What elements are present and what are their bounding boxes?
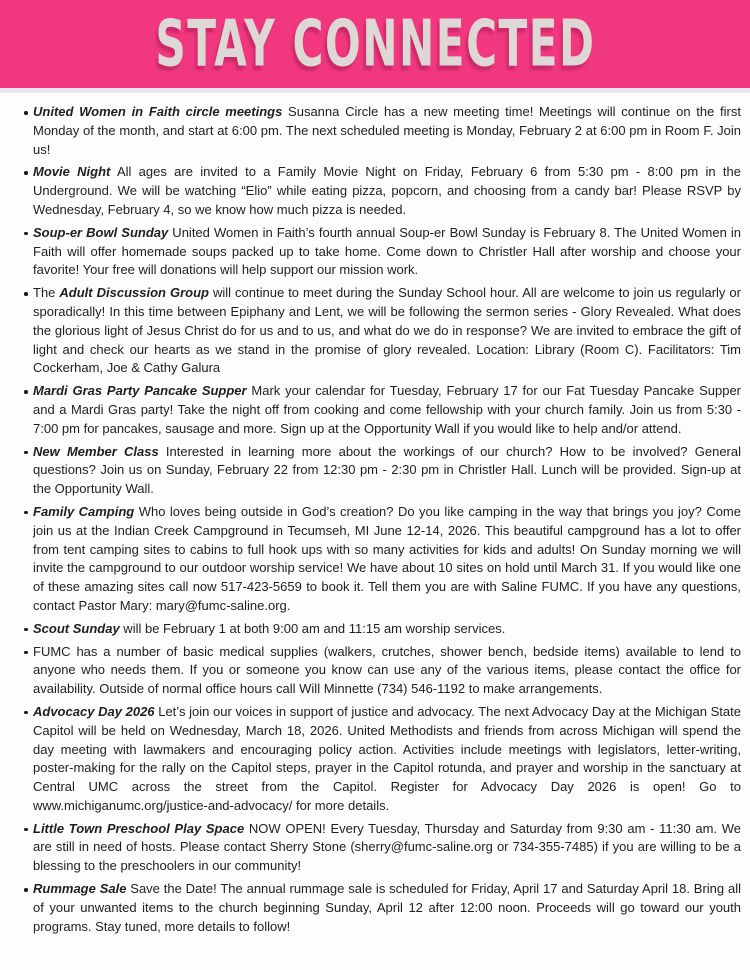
item-body: Mark your calendar for Tuesday, February 17 for our Fat Tuesday Pancake Supper and a Mardi Gras party! Take the night off from cooking and come fellowship with your church family. Join us from 5:30 - 7:00 pm for pancakes, sausage and more. Sign up at the Opportunity Wall if you would like to help and/or attend. — [33, 383, 742, 436]
item-lead: Advocacy Day 2026 — [33, 703, 155, 719]
list-item — [23, 880, 741, 936]
item-lead: Scout Sunday — [33, 620, 120, 636]
item-body: All ages are invited to a Family Movie Night on Friday, February 6 from 5:30 pm - 8:00 pm in the Underground. We will be watching “Elio” while eating pizza, popcorn, and choosing from a candy bar! Please RSVP by Wednesday, February 4, so we know how much pizza is needed. — [33, 164, 741, 217]
announcements-list — [23, 103, 741, 936]
list-item — [23, 703, 741, 816]
item-body: will be February 1 at both 9:00 am and 11:15 am worship services. — [119, 620, 506, 636]
item-body: will continue to meet during the Sunday School hour. All are welcome to join us regularly or sporadically! In this time between Epiphany and Lent, we will be following the sermon series - Glory Revealed. What does the glorious light of Jesus Christ do for us and to us, and what do we do in response? We are invited to embrace the gift of light and check our hearts as we stand in the promise of glory revealed. Location: Library (Room C). Facilitators: Tim Cockerham, Joe & Cathy Galura — [33, 285, 741, 376]
list-item — [23, 620, 741, 639]
list-item — [23, 163, 741, 219]
item-body: Interested in learning more about the workings of our church? How to be involved? General questions? Join us on Sunday, February 22 from 12:30 pm - 2:30 pm in Christler Hall. Lunch will be provided. Sign-up at the Opportunity Wall. — [33, 443, 741, 497]
item-body: Save the Date! The annual rummage sale is scheduled for Friday, April 17 and Saturday April 18. Bring all of your unwanted items to the church beginning Sunday, April 12 after 12:00 noon. Proceeds will go toward our youth programs. Stay tuned, more details to follow! — [33, 881, 741, 934]
item-body: NOW OPEN! Every Tuesday, Thursday and Saturday from 9:30 am - 11:30 am. We are still in need of hosts. Please contact Sherry Stone (sherry@fumc-saline.org or 734-355-7485) if you are willing to be a blessing to the preschoolers in our community! — [33, 820, 741, 874]
list-item — [23, 820, 741, 876]
item-lead: Rummage Sale — [33, 881, 127, 897]
list-item — [23, 382, 741, 438]
item-lead: Little Town Preschool Play Space — [33, 820, 245, 836]
banner — [0, 0, 750, 88]
newsletter-content — [0, 93, 750, 936]
item-body: Who loves being outside in God’s creation? Do you like camping in the way that brings you joy? Come join us at the Indian Creek Campground in Tecumseh, MI June 12-14, 2026. This beautiful campground has a lot to offer from tent camping sites to cabins to full hook ups with so many activities for kids and adults! On Sunday morning we will invite the campground to our outdoor worship service! We have about 10 sites on hold until March 31. If you would like one of these amazing sites call now 517-423-5659 to book it. Tell them you are with Saline FUMC. If you have any questions, contact Pastor Mary: mary@fumc-saline.org. — [33, 503, 741, 613]
list-item — [23, 643, 741, 699]
item-lead: Adult Discussion Group — [59, 285, 209, 301]
item-lead: Soup-er Bowl Sunday — [33, 224, 169, 240]
item-lead: Mardi Gras Party Pancake Supper — [33, 383, 247, 399]
item-body: Susanna Circle has a new meeting time! Meetings will continue on the first Monday of the month, and start at 6:00 pm. The next scheduled meeting is Monday, February 2 at 6:00 pm in Room F. Join us! — [33, 104, 741, 157]
item-lead: Movie Night — [33, 164, 111, 180]
item-body: FUMC has a number of basic medical supplies (walkers, crutches, shower bench, bedside items) available to lend to anyone who needs them. If you or someone you know can use any of the various items, please contact the office for availability. Outside of normal office hours call Will Minnette (734) 546-1192 to make arrangements. — [33, 643, 741, 697]
list-item — [23, 503, 741, 616]
item-lead: United Women in Faith circle meetings — [33, 104, 283, 119]
item-body: Let’s join our voices in support of justice and advocacy. The next Advocacy Day at the Michigan State Capitol will be held on Wednesday, March 18, 2026. United Methodists and friends from across Michigan will spend the day meeting with lawmakers and encouraging policy action. Activities include meetings with legislators, letter-writing, poster-making for the rally on the Capitol steps, prayer in the Capitol rotunda, and prayer and worship in the sanctuary at Central UMC across the street from the Capitol. Register for Advocacy Day 2026 is open! Go to www.michiganumc.org/justice-and-advocacy/ for more details. — [33, 703, 741, 813]
list-item — [23, 103, 741, 159]
item-body: The — [33, 285, 60, 301]
page-title: STAY CONNECTED — [154, 7, 596, 81]
list-item — [23, 443, 741, 499]
item-lead: New Member Class — [33, 443, 159, 459]
list-item — [23, 224, 741, 280]
list-item — [23, 284, 741, 378]
item-lead: Family Camping — [33, 503, 135, 519]
item-body: United Women in Faith’s fourth annual Soup-er Bowl Sunday is February 8. The United Women in Faith will offer homemade soups packed up to take home. Come down to Christler Hall after worship and choose your favorite! Your free will donations will help support our mission work. — [33, 224, 742, 278]
